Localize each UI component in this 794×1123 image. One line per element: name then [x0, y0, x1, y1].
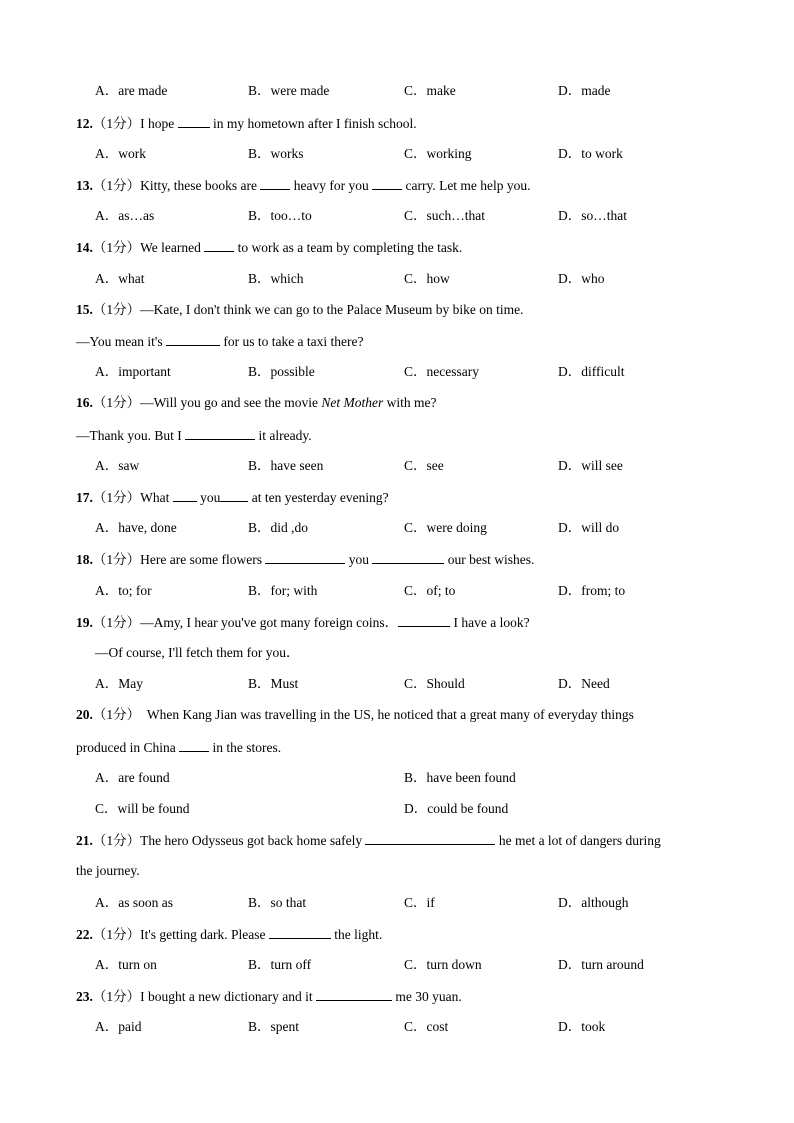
q23-option-a [95, 1017, 142, 1037]
option-letter: B． [248, 146, 271, 161]
option-text: as…as [118, 208, 155, 223]
option-text: who [581, 271, 605, 286]
option-text: made [581, 83, 611, 98]
q21-option-c [404, 893, 435, 913]
option-text: cost [426, 1019, 449, 1034]
option-letter: D． [558, 957, 582, 972]
q14-option-a [95, 269, 145, 289]
option-letter: C． [404, 957, 427, 972]
option-text: what [118, 271, 145, 286]
option-text: turn down [426, 957, 482, 972]
option-letter: C． [404, 458, 427, 473]
question-number: 18. [76, 552, 93, 567]
q21-stem-line2 [76, 861, 734, 881]
stem-text: I have a look? [450, 615, 530, 630]
q16-option-a [95, 456, 139, 476]
option-text: from; to [581, 583, 626, 598]
option-letter: D． [558, 83, 582, 98]
q15-option-c [404, 362, 479, 382]
score: （1分） [92, 707, 134, 722]
q18-option-a [95, 581, 152, 601]
option-letter: A． [95, 83, 119, 98]
stem-text: in the stores. [209, 740, 282, 755]
question-number: 20. [76, 707, 93, 722]
option-text: too…to [270, 208, 312, 223]
stem-text: Here are some flowers [140, 552, 266, 567]
stem-text: our best wishes. [444, 552, 535, 567]
q13-option-d [558, 206, 627, 226]
option-letter: B． [248, 520, 271, 535]
stem-text: I hope [140, 116, 178, 131]
option-letter: A． [95, 770, 119, 785]
option-letter: B． [248, 364, 271, 379]
stem-text: We learned [140, 240, 205, 255]
q13-stem [76, 175, 734, 195]
option-letter: B． [404, 770, 427, 785]
q21-option-a [95, 893, 173, 913]
option-text: have been found [426, 770, 516, 785]
stem-text: It's getting dark. Please [140, 927, 269, 942]
option-text: were doing [426, 520, 487, 535]
q16-stem-line2 [76, 425, 734, 445]
q14-option-b [248, 269, 304, 289]
q18-option-d [558, 581, 625, 601]
option-text: important [118, 364, 171, 379]
answer-blank [173, 487, 197, 502]
q19-stem [76, 612, 734, 632]
question-number: 23. [76, 989, 93, 1004]
q12-option-c [404, 144, 472, 164]
score: （1分） [92, 552, 141, 567]
option-text: how [426, 271, 450, 286]
answer-blank [365, 830, 495, 845]
option-letter: A． [95, 583, 119, 598]
stem-text: heavy for you [290, 178, 373, 193]
option-letter: C． [404, 146, 427, 161]
movie-title: Net Mother [321, 395, 384, 410]
option-letter: C． [404, 271, 427, 286]
q18-stem [76, 549, 734, 569]
q19-option-d [558, 674, 610, 694]
q21-option-d [558, 893, 629, 913]
option-text: make [426, 83, 456, 98]
q17-option-b [248, 518, 308, 538]
option-text: such…that [426, 208, 486, 223]
q16-option-c [404, 456, 444, 476]
q15-option-b [248, 362, 315, 382]
option-text: so that [270, 895, 307, 910]
option-letter: D． [558, 146, 582, 161]
q20-option-c [95, 799, 190, 819]
q17-stem [76, 487, 734, 507]
q18-option-c [404, 581, 455, 601]
option-letter: A． [95, 520, 119, 535]
stem-text: —Of course, I'll fetch them for you． [95, 645, 300, 660]
score: （1分） [92, 240, 141, 255]
option-text: see [426, 458, 444, 473]
option-text: May [118, 676, 143, 691]
option-letter: D． [404, 801, 428, 816]
q23-stem [76, 986, 734, 1006]
answer-blank [316, 986, 392, 1001]
option-text: saw [118, 458, 140, 473]
stem-text: for us to take a taxi there? [219, 334, 364, 349]
score: （1分） [92, 395, 141, 410]
option-letter: C． [404, 1019, 427, 1034]
option-letter: B． [248, 1019, 271, 1034]
option-text: Must [270, 676, 299, 691]
stem-text: —Thank you. But I [76, 428, 186, 443]
stem-text: the light. [330, 927, 383, 942]
option-text: so…that [581, 208, 627, 223]
option-text: works [270, 146, 304, 161]
option-text: if [426, 895, 435, 910]
answer-blank [179, 737, 209, 752]
option-letter: A． [95, 458, 119, 473]
stem-text: me 30 yuan. [391, 989, 462, 1004]
answer-blank [260, 175, 290, 190]
q16-option-b [248, 456, 323, 476]
option-letter: B． [248, 583, 271, 598]
option-letter: B． [248, 458, 271, 473]
option-text: have seen [270, 458, 324, 473]
option-letter: D． [558, 1019, 582, 1034]
q19-option-b [248, 674, 298, 694]
option-letter: D． [558, 458, 582, 473]
option-text: which [270, 271, 304, 286]
q13-option-c [404, 206, 485, 226]
stem-text: at ten yesterday evening? [248, 490, 389, 505]
q16-option-d [558, 456, 623, 476]
answer-blank [178, 113, 210, 128]
stem-text: you [345, 552, 373, 567]
question-number: 12. [76, 116, 93, 131]
option-letter: D． [558, 676, 582, 691]
question-number: 22. [76, 927, 93, 942]
q11-option-c [404, 81, 456, 101]
q14-option-c [404, 269, 450, 289]
stem-text: he met a lot of dangers during [495, 833, 661, 848]
stem-text: —You mean it's [76, 334, 166, 349]
answer-blank [398, 612, 450, 627]
question-number: 17. [76, 490, 93, 505]
q20-stem [76, 705, 734, 725]
stem-text: carry. Let me help you. [402, 178, 531, 193]
option-text: turn on [118, 957, 157, 972]
stem-text: The hero Odysseus got back home safely [140, 833, 366, 848]
q15-option-d [558, 362, 625, 382]
q12-option-b [248, 144, 304, 164]
q12-option-a [95, 144, 146, 164]
q22-option-c [404, 955, 482, 975]
score: （1分） [92, 989, 141, 1004]
stem-text: the journey. [76, 863, 140, 878]
option-text: turn off [270, 957, 312, 972]
option-letter: C． [404, 583, 427, 598]
option-letter: D． [558, 895, 582, 910]
option-text: will see [581, 458, 623, 473]
q19-option-a [95, 674, 143, 694]
option-letter: A． [95, 364, 119, 379]
option-letter: C． [404, 83, 427, 98]
answer-blank [185, 425, 255, 440]
option-text: did ,do [270, 520, 309, 535]
q21-option-b [248, 893, 306, 913]
option-text: necessary [426, 364, 479, 379]
q21-stem [76, 830, 734, 850]
score: （1分） [92, 116, 141, 131]
answer-blank [166, 331, 220, 346]
score: （1分） [92, 615, 141, 630]
q19-stem-line2 [95, 643, 734, 663]
score: （1分） [92, 178, 141, 193]
answer-blank [204, 237, 234, 252]
answer-blank [269, 924, 331, 939]
option-letter: C． [404, 895, 427, 910]
stem-text: with me? [383, 395, 437, 410]
stem-text: —Will you go and see the movie [140, 395, 322, 410]
option-text: Need [581, 676, 610, 691]
q17-option-c [404, 518, 487, 538]
q12-stem [76, 113, 734, 133]
q23-option-d [558, 1017, 605, 1037]
stem-text: When Kang Jian was travelling in the US, he noticed that a great many of everyday things [133, 707, 634, 722]
option-letter: B． [248, 271, 271, 286]
q13-option-b [248, 206, 312, 226]
option-text: as soon as [118, 895, 173, 910]
stem-text: What [140, 490, 173, 505]
q22-stem [76, 924, 734, 944]
option-text: paid [118, 1019, 142, 1034]
stem-text: it already. [255, 428, 312, 443]
q13-option-a [95, 206, 154, 226]
stem-text: I bought a new dictionary and it [140, 989, 316, 1004]
question-number: 13. [76, 178, 93, 193]
option-letter: A． [95, 271, 119, 286]
q16-stem [76, 393, 734, 413]
q11-option-a [95, 81, 167, 101]
stem-text: —Amy, I hear you've got many foreign coins． [140, 615, 399, 630]
option-letter: B． [248, 208, 271, 223]
q20-option-b [404, 768, 516, 788]
question-number: 14. [76, 240, 93, 255]
option-letter: A． [95, 895, 119, 910]
question-number: 21. [76, 833, 93, 848]
option-letter: C． [404, 364, 427, 379]
answer-blank [220, 487, 248, 502]
option-text: took [581, 1019, 606, 1034]
option-text: are found [118, 770, 170, 785]
q20-stem-line2 [76, 737, 734, 757]
option-letter: C． [95, 801, 118, 816]
q23-option-c [404, 1017, 448, 1037]
q20-option-a [95, 768, 170, 788]
option-letter: C． [404, 676, 427, 691]
option-letter: B． [248, 895, 271, 910]
option-text: could be found [427, 801, 509, 816]
option-text: were made [270, 83, 330, 98]
q17-option-a [95, 518, 177, 538]
q14-option-d [558, 269, 605, 289]
option-letter: D． [558, 583, 582, 598]
option-letter: A． [95, 208, 119, 223]
option-text: will do [581, 520, 620, 535]
score: （1分） [92, 927, 141, 942]
q15-stem-line2 [76, 331, 734, 351]
option-text: although [581, 895, 629, 910]
q22-option-a [95, 955, 157, 975]
option-text: have, done [118, 520, 177, 535]
score: （1分） [92, 833, 141, 848]
q15-stem [76, 300, 734, 320]
option-text: are made [118, 83, 168, 98]
option-text: working [426, 146, 472, 161]
option-text: spent [270, 1019, 300, 1034]
q11-option-b [248, 81, 329, 101]
option-letter: C． [404, 520, 427, 535]
stem-text: to work as a team by completing the task. [234, 240, 463, 255]
option-letter: D． [558, 208, 582, 223]
q11-option-d [558, 81, 611, 101]
option-text: to; for [118, 583, 152, 598]
option-letter: A． [95, 1019, 119, 1034]
answer-blank [372, 549, 444, 564]
stem-text: produced in China [76, 740, 180, 755]
question-number: 15. [76, 302, 93, 317]
option-text: of; to [426, 583, 456, 598]
option-letter: C． [404, 208, 427, 223]
score: （1分） [92, 490, 141, 505]
q18-option-b [248, 581, 317, 601]
question-number: 16. [76, 395, 93, 410]
option-letter: A． [95, 676, 119, 691]
option-letter: B． [248, 957, 271, 972]
q15-option-a [95, 362, 171, 382]
q17-option-d [558, 518, 619, 538]
option-text: Should [426, 676, 465, 691]
q22-option-b [248, 955, 311, 975]
answer-blank [265, 549, 345, 564]
q22-option-d [558, 955, 644, 975]
q20-option-d [404, 799, 508, 819]
q23-option-b [248, 1017, 299, 1037]
option-text: work [118, 146, 146, 161]
option-text: for; with [270, 583, 318, 598]
option-letter: A． [95, 957, 119, 972]
q19-option-c [404, 674, 465, 694]
option-letter: B． [248, 676, 271, 691]
question-number: 19. [76, 615, 93, 630]
option-text: will be found [117, 801, 190, 816]
stem-text: —Kate, I don't think we can go to the Palace Museum by bike on time. [140, 302, 524, 317]
option-letter: D． [558, 271, 582, 286]
q14-stem [76, 237, 734, 257]
option-letter: B． [248, 83, 271, 98]
stem-text: Kitty, these books are [140, 178, 261, 193]
answer-blank [372, 175, 402, 190]
option-text: to work [581, 146, 623, 161]
stem-text: you [196, 490, 221, 505]
option-text: possible [270, 364, 315, 379]
option-letter: A． [95, 146, 119, 161]
q12-option-d [558, 144, 623, 164]
score: （1分） [92, 302, 141, 317]
option-text: turn around [581, 957, 644, 972]
option-letter: D． [558, 520, 582, 535]
stem-text: in my hometown after I finish school. [209, 116, 417, 131]
option-letter: D． [558, 364, 582, 379]
option-text: difficult [581, 364, 625, 379]
